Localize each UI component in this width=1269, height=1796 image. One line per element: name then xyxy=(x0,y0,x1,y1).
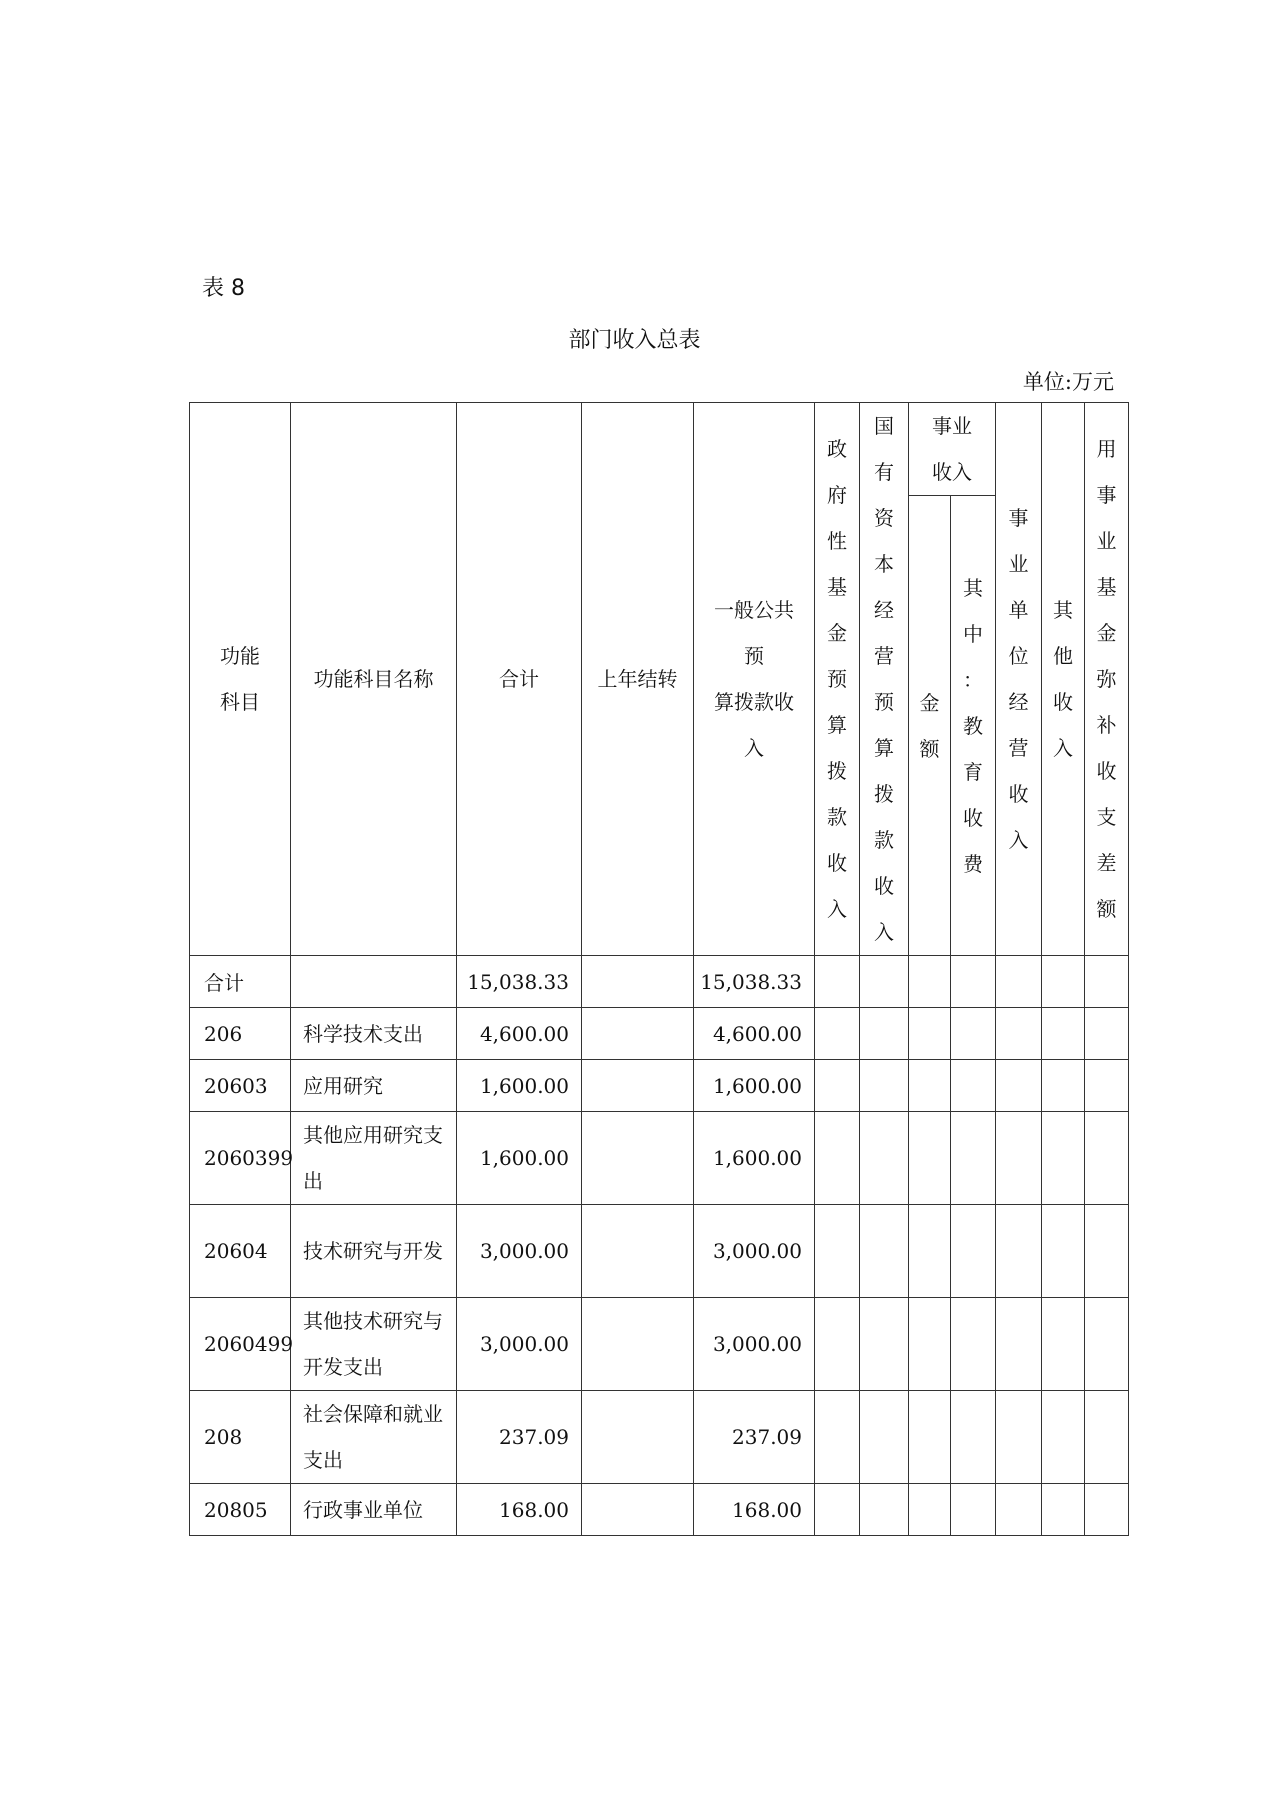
page-title: 部门收入总表 xyxy=(568,328,701,353)
header-text: 用 xyxy=(1096,437,1117,461)
header-text: 金 xyxy=(919,690,940,715)
header-text: 科目 xyxy=(220,690,260,714)
empty-cell xyxy=(951,1298,996,1391)
header-state-capital xyxy=(860,403,909,956)
header-text: 收 xyxy=(1053,690,1073,714)
empty-cell xyxy=(909,1008,951,1060)
header-text: 款 xyxy=(874,828,894,852)
empty-cell xyxy=(815,1484,860,1536)
table-row xyxy=(190,1484,1129,1536)
row-code: 2060399 xyxy=(190,1112,291,1205)
empty-cell xyxy=(909,1391,951,1484)
header-biz-income-text xyxy=(909,403,995,495)
empty-cell xyxy=(909,1484,951,1536)
header-text: 金 xyxy=(1096,621,1117,645)
empty-cell xyxy=(860,1391,909,1484)
row-total: 168.00 xyxy=(457,1484,582,1536)
row-general-budget: 237.09 xyxy=(694,1391,815,1484)
header-text: 营 xyxy=(874,644,894,668)
row-carryover xyxy=(582,956,694,1008)
header-text: 额 xyxy=(919,736,940,761)
row-total: 1,600.00 xyxy=(457,1112,582,1205)
empty-cell xyxy=(1085,1484,1129,1536)
row-code: 208 xyxy=(190,1391,291,1484)
row-general-budget: 4,600.00 xyxy=(694,1008,815,1060)
header-gov-fund xyxy=(815,403,860,956)
empty-cell xyxy=(996,1484,1042,1536)
header-text: 预 xyxy=(874,690,894,714)
empty-cell xyxy=(860,1008,909,1060)
header-text: 补 xyxy=(1096,713,1117,737)
empty-cell xyxy=(1085,1060,1129,1112)
row-name: 科学技术支出 xyxy=(291,1008,457,1060)
row-carryover xyxy=(582,1112,694,1205)
row-total: 15,038.33 xyxy=(457,956,582,1008)
empty-cell xyxy=(951,1484,996,1536)
empty-cell xyxy=(951,1391,996,1484)
table-row xyxy=(190,1008,1129,1060)
header-text: 金 xyxy=(827,621,847,645)
header-text: 费 xyxy=(963,851,983,876)
row-carryover xyxy=(582,1298,694,1391)
table-row xyxy=(190,956,1129,1008)
row-name: 行政事业单位 xyxy=(291,1484,457,1536)
empty-cell xyxy=(996,956,1042,1008)
empty-cell xyxy=(815,1008,860,1060)
header-text: 他 xyxy=(1053,644,1073,668)
header-biz-edu-fee-text xyxy=(951,565,995,887)
row-name: 其他应用研究支出 xyxy=(291,1112,457,1205)
header-general-budget xyxy=(694,403,815,956)
row-code: 206 xyxy=(190,1008,291,1060)
empty-cell xyxy=(996,1112,1042,1205)
row-name: 技术研究与开发 xyxy=(291,1205,457,1298)
header-biz-unit-ops xyxy=(996,403,1042,956)
empty-cell xyxy=(951,1060,996,1112)
empty-cell xyxy=(909,1205,951,1298)
empty-cell xyxy=(1042,1205,1085,1298)
header-text: 基 xyxy=(827,575,847,599)
empty-cell xyxy=(996,1205,1042,1298)
row-carryover xyxy=(582,1484,694,1536)
empty-cell xyxy=(860,1205,909,1298)
empty-cell xyxy=(815,1391,860,1484)
header-fund-balance-text xyxy=(1085,426,1128,932)
header-text: 资 xyxy=(874,506,894,530)
header-text: 入 xyxy=(874,920,894,944)
header-text: 事业 xyxy=(932,414,972,438)
header-biz-unit-ops-text xyxy=(996,495,1041,863)
row-carryover xyxy=(582,1205,694,1298)
row-carryover xyxy=(582,1391,694,1484)
row-code: 合计 xyxy=(190,956,291,1008)
header-text: 府 xyxy=(827,483,847,507)
row-carryover xyxy=(582,1008,694,1060)
empty-cell xyxy=(815,1205,860,1298)
empty-cell xyxy=(996,1298,1042,1391)
empty-cell xyxy=(860,1112,909,1205)
header-text: 功能 xyxy=(220,644,260,668)
header-text: 收 xyxy=(963,805,983,830)
header-text: 弥 xyxy=(1096,667,1117,691)
header-gov-fund-text xyxy=(815,426,859,932)
header-text: 支 xyxy=(1096,805,1117,829)
header-func-name: 功能科目名称 xyxy=(291,403,457,956)
header-text: 国 xyxy=(874,414,894,438)
table-row xyxy=(190,1391,1129,1484)
header-text: 本 xyxy=(874,552,894,576)
header-text: 入 xyxy=(744,736,764,760)
empty-cell xyxy=(815,1112,860,1205)
row-name: 社会保障和就业支出 xyxy=(291,1391,457,1484)
header-biz-edu-fee xyxy=(951,496,996,956)
row-total: 1,600.00 xyxy=(457,1060,582,1112)
header-text: 差 xyxy=(1096,851,1117,875)
header-text: 收入 xyxy=(932,460,972,484)
header-text: 款 xyxy=(827,805,847,829)
empty-cell xyxy=(1042,1298,1085,1391)
header-func-code-text xyxy=(190,633,290,725)
table-row xyxy=(190,1112,1129,1205)
table-body xyxy=(190,956,1129,1536)
header-text: ： xyxy=(963,667,983,692)
row-name: 其他技术研究与开发支出 xyxy=(291,1298,457,1391)
header-biz-amount-text xyxy=(909,680,950,772)
header-text: 入 xyxy=(827,897,847,921)
unit-label: 单位:万元 xyxy=(1022,370,1114,394)
table-row xyxy=(190,1060,1129,1112)
header-other-income-text xyxy=(1042,587,1084,771)
row-total: 3,000.00 xyxy=(457,1205,582,1298)
header-text: 一般公共 xyxy=(714,598,794,622)
empty-cell xyxy=(860,1298,909,1391)
empty-cell xyxy=(860,1060,909,1112)
row-name: 应用研究 xyxy=(291,1060,457,1112)
header-text: 收 xyxy=(1008,782,1029,806)
empty-cell xyxy=(1042,1008,1085,1060)
header-text: 其 xyxy=(963,575,983,600)
empty-cell xyxy=(1085,1112,1129,1205)
row-total: 237.09 xyxy=(457,1391,582,1484)
empty-cell xyxy=(1042,956,1085,1008)
empty-cell xyxy=(860,956,909,1008)
empty-cell xyxy=(1042,1391,1085,1484)
header-text: 事 xyxy=(1008,506,1029,530)
table-number: 表 8 xyxy=(202,276,245,301)
empty-cell xyxy=(909,1298,951,1391)
header-text: 收 xyxy=(874,874,894,898)
row-code: 20604 xyxy=(190,1205,291,1298)
empty-cell xyxy=(951,1205,996,1298)
empty-cell xyxy=(1042,1484,1085,1536)
header-other-income xyxy=(1042,403,1085,956)
header-text: 算 xyxy=(827,713,847,737)
row-general-budget: 1,600.00 xyxy=(694,1060,815,1112)
header-general-budget-text xyxy=(694,587,814,771)
header-text: 拨 xyxy=(874,782,894,806)
empty-cell xyxy=(996,1391,1042,1484)
table-row xyxy=(190,1298,1129,1391)
empty-cell xyxy=(909,1112,951,1205)
header-text: 入 xyxy=(1008,828,1029,852)
empty-cell xyxy=(996,1060,1042,1112)
empty-cell xyxy=(1085,1391,1129,1484)
header-fund-balance xyxy=(1085,403,1129,956)
header-text: 政 xyxy=(827,437,847,461)
table-row xyxy=(190,1205,1129,1298)
header-text: 中 xyxy=(963,621,983,646)
empty-cell xyxy=(1085,1205,1129,1298)
empty-cell xyxy=(909,1060,951,1112)
row-total: 4,600.00 xyxy=(457,1008,582,1060)
row-carryover xyxy=(582,1060,694,1112)
row-code: 20805 xyxy=(190,1484,291,1536)
header-text: 单 xyxy=(1008,598,1029,622)
header-total: 合计 xyxy=(457,403,582,956)
header-func-code xyxy=(190,403,291,956)
empty-cell xyxy=(1085,1008,1129,1060)
empty-cell xyxy=(1042,1112,1085,1205)
empty-cell xyxy=(815,956,860,1008)
header-text: 预 xyxy=(744,644,764,668)
income-summary-table xyxy=(189,402,1129,1536)
empty-cell xyxy=(996,1008,1042,1060)
header-text: 算拨款收 xyxy=(714,690,794,714)
empty-cell xyxy=(815,1298,860,1391)
header-text: 位 xyxy=(1008,644,1029,668)
empty-cell xyxy=(951,956,996,1008)
empty-cell xyxy=(1085,956,1129,1008)
header-text: 额 xyxy=(1096,897,1117,921)
header-text: 性 xyxy=(827,529,847,553)
header-text: 算 xyxy=(874,736,894,760)
row-general-budget: 3,000.00 xyxy=(694,1298,815,1391)
header-text: 事 xyxy=(1096,483,1117,507)
header-text: 基 xyxy=(1096,575,1117,599)
header-text: 业 xyxy=(1096,529,1117,553)
row-general-budget: 1,600.00 xyxy=(694,1112,815,1205)
header-biz-amount xyxy=(909,496,951,956)
header-text: 经 xyxy=(874,598,894,622)
header-text: 教 xyxy=(963,713,983,738)
empty-cell xyxy=(951,1112,996,1205)
header-carryover: 上年结转 xyxy=(582,403,694,956)
header-text: 经 xyxy=(1008,690,1029,714)
empty-cell xyxy=(1085,1298,1129,1391)
row-name xyxy=(291,956,457,1008)
header-text: 收 xyxy=(827,851,847,875)
empty-cell xyxy=(1042,1060,1085,1112)
header-text: 其 xyxy=(1053,598,1073,622)
row-total: 3,000.00 xyxy=(457,1298,582,1391)
empty-cell xyxy=(909,956,951,1008)
empty-cell xyxy=(951,1008,996,1060)
empty-cell xyxy=(815,1060,860,1112)
header-text: 营 xyxy=(1008,736,1029,760)
row-code: 2060499 xyxy=(190,1298,291,1391)
empty-cell xyxy=(860,1484,909,1536)
header-state-capital-text xyxy=(860,403,908,955)
header-text: 预 xyxy=(827,667,847,691)
row-general-budget: 168.00 xyxy=(694,1484,815,1536)
row-general-budget: 15,038.33 xyxy=(694,956,815,1008)
header-text: 入 xyxy=(1053,736,1073,760)
header-text: 拨 xyxy=(827,759,847,783)
header-biz-income xyxy=(909,403,996,496)
row-general-budget: 3,000.00 xyxy=(694,1205,815,1298)
header-text: 有 xyxy=(874,460,894,484)
header-text: 业 xyxy=(1008,552,1029,576)
header-text: 育 xyxy=(963,759,983,784)
row-code: 20603 xyxy=(190,1060,291,1112)
header-text: 收 xyxy=(1096,759,1117,783)
